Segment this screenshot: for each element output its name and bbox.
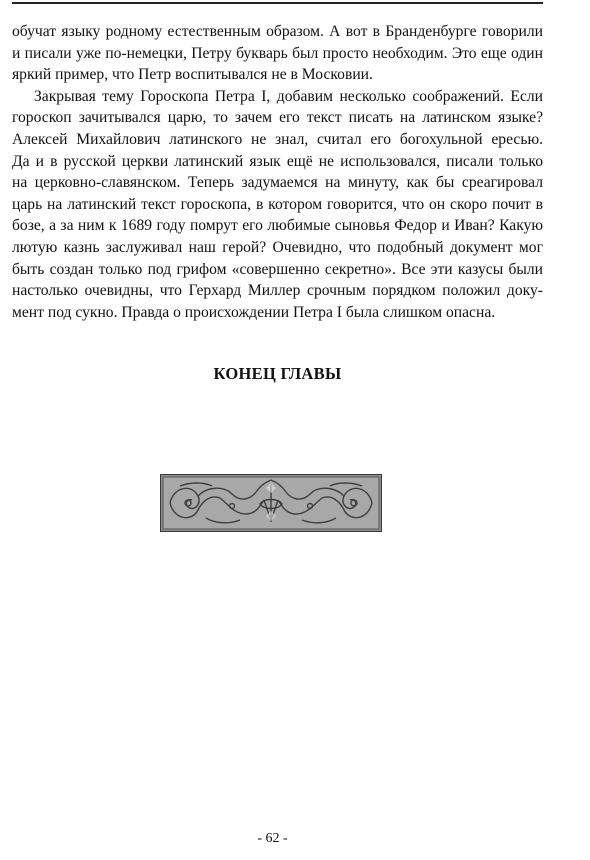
- body-line: яркий пример, что Петр воспитывался не в Московии.: [12, 66, 373, 84]
- body-line: лютую казнь заслуживал наш герой? Очевидно, что подобный документ мог: [12, 238, 543, 256]
- body-line: бозе, а за ним к 1689 году помрут его любимые сыновья Федор и Иван? Какую: [12, 217, 543, 235]
- body-line: быть создан только под грифом «совершенно секретно». Все эти казусы были: [12, 260, 543, 278]
- chapter-end-heading: КОНЕЦ ГЛАВЫ: [213, 364, 342, 383]
- body-line: Закрывая тему Гороскопа Петра I, добавим несколько соображений. Если: [34, 87, 543, 105]
- body-line: царь на латинский текст гороскопа, в котором говорится, что он скоро почит в: [12, 195, 543, 213]
- body-line: Алексей Михайлович латинского не знал, считал его богохульной ересью.: [12, 130, 543, 148]
- body-line: мент под сукно. Правда о происхождении Петра I была слишком опасна.: [12, 303, 496, 321]
- body-line: обучат языку родному естественным образом. А вот в Бранденбурге говорили: [12, 23, 543, 40]
- body-line: на церковно-славянском. Теперь задумаемся на минуту, как бы среагировал: [12, 174, 543, 192]
- body-line: Да и в русской церкви латинский язык ещё не использовался, писали только: [12, 152, 543, 170]
- body-line: и писали уже по-немецки, Петру букварь был просто необходим. Это еще один: [12, 44, 543, 62]
- top-rule: [12, 2, 543, 4]
- body-line: гороскоп зачитывался царю, то зачем его текст писать на латинском языке?: [12, 109, 543, 127]
- body-line: настолько очевидны, что Герхард Миллер срочным порядком положил доку-: [12, 282, 543, 300]
- ornament-icon: [160, 474, 382, 532]
- page-number: - 62 -: [257, 831, 288, 846]
- body-text: [12, 21, 543, 323]
